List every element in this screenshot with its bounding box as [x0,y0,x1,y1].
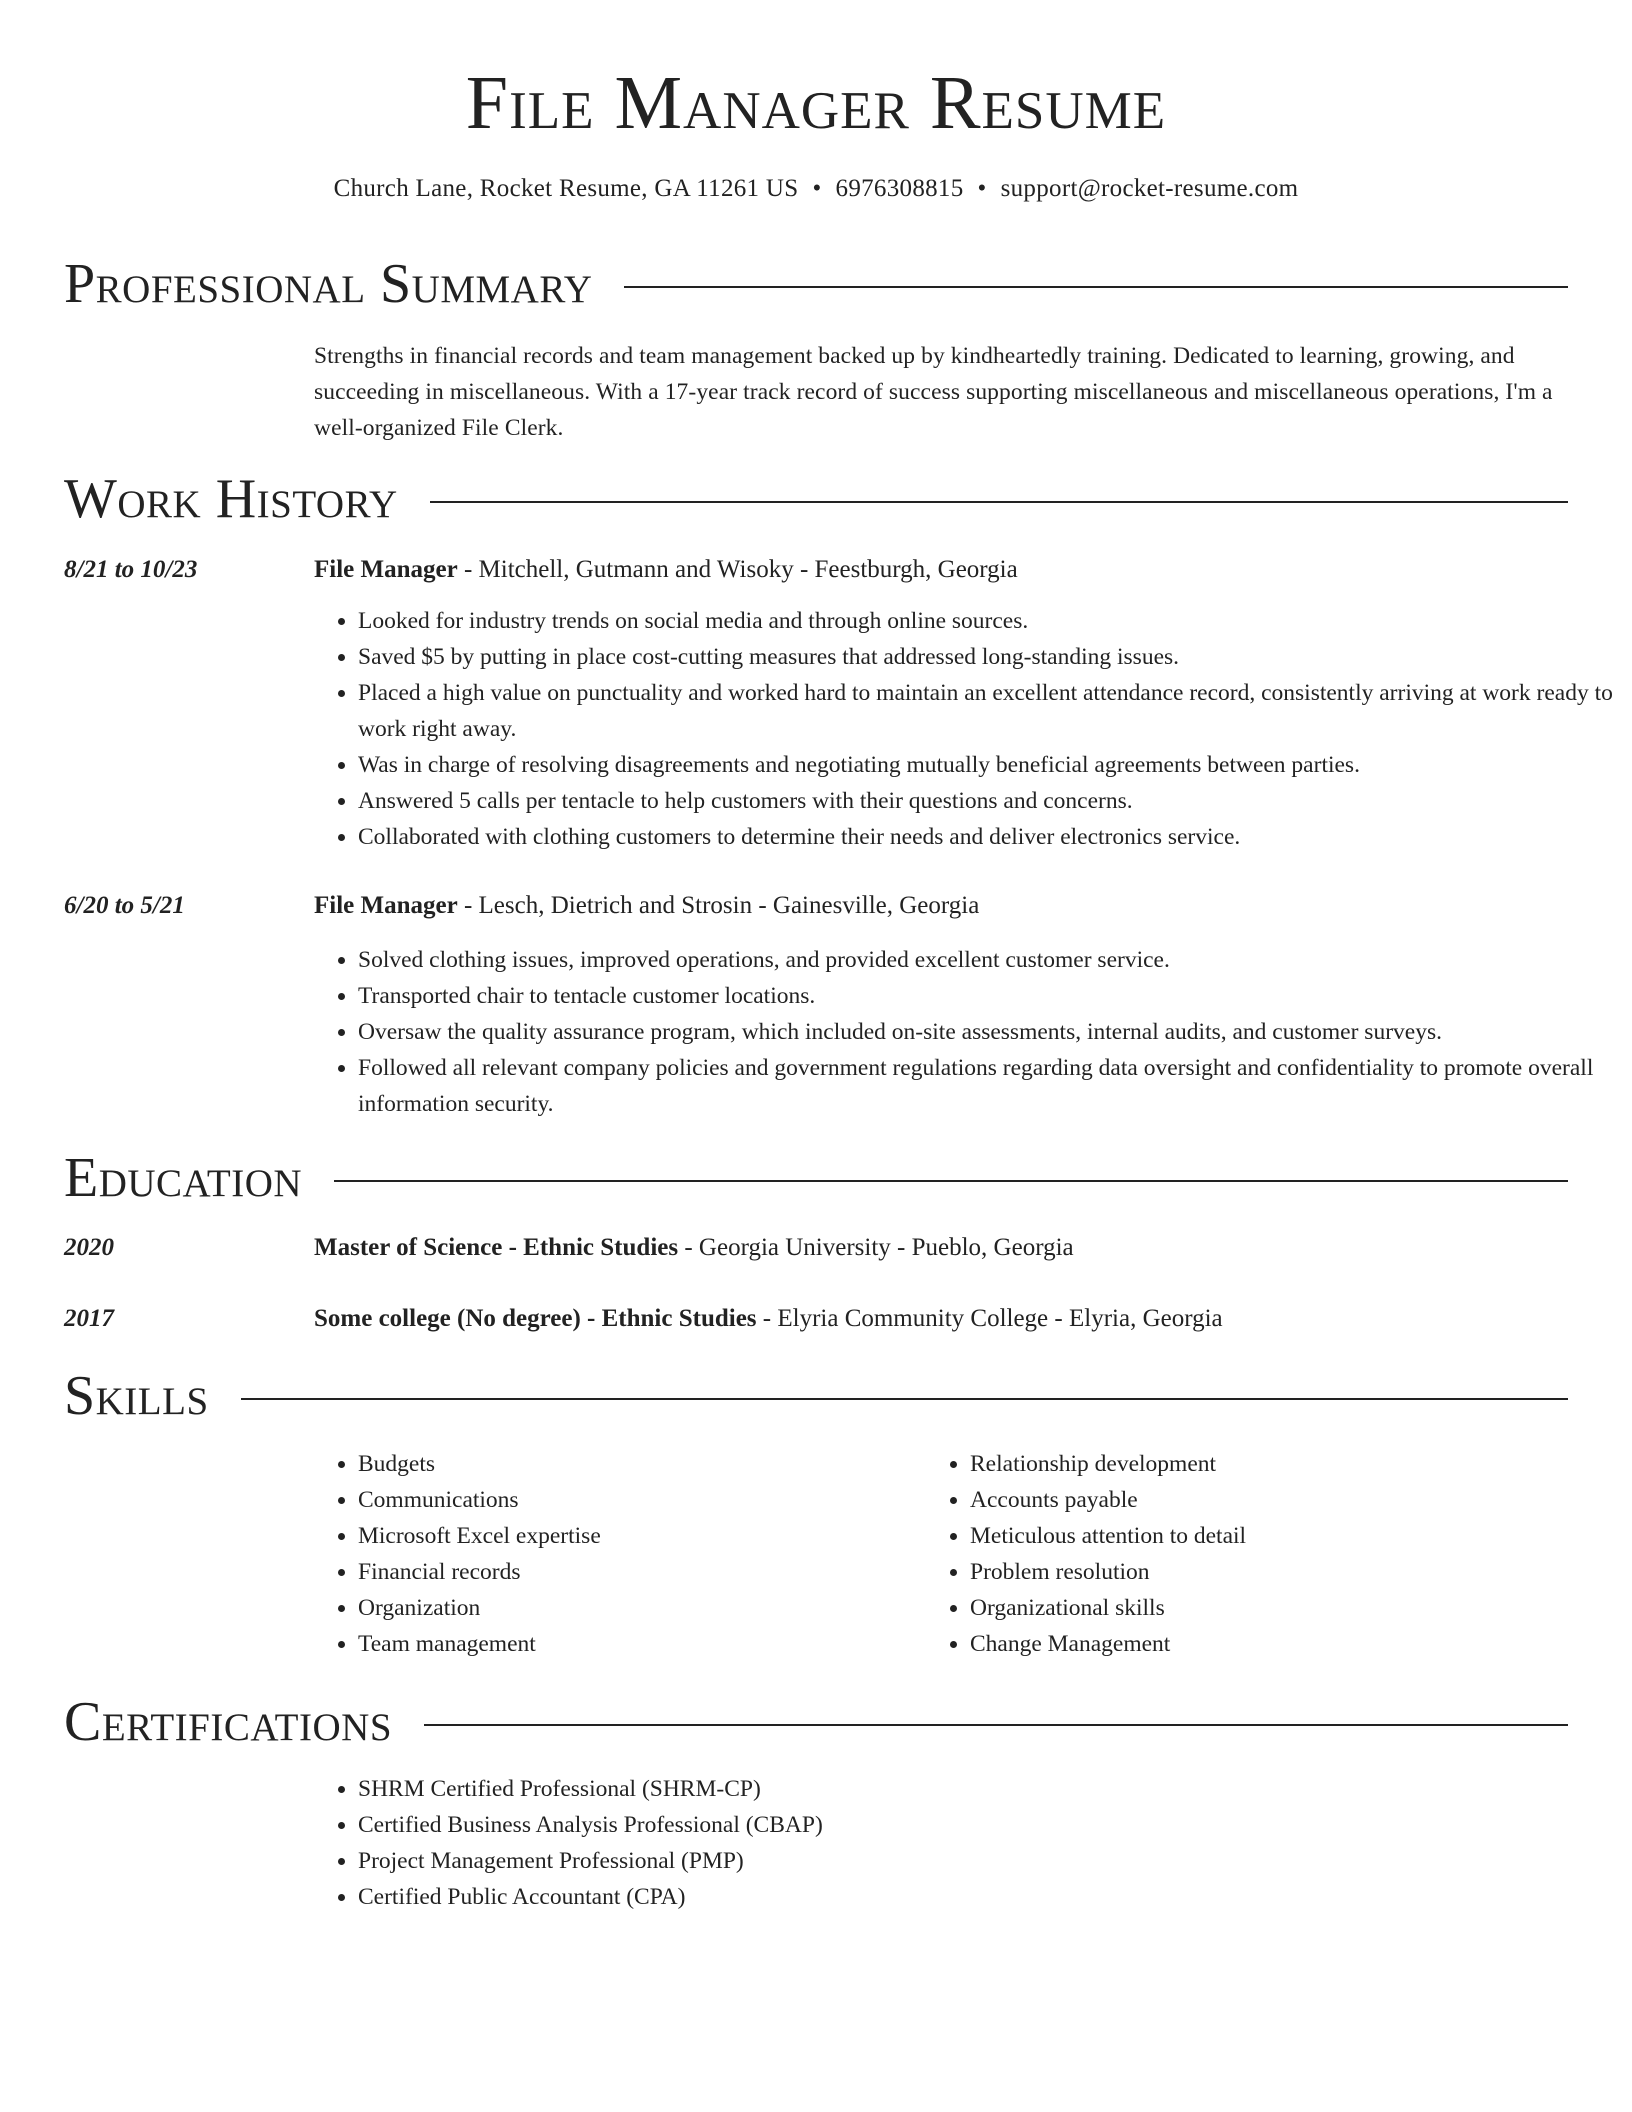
skill-item: • Change Management [970,1626,1610,1662]
list-item: • Transported chair to tentacle customer locations. [358,978,1614,1014]
list-item: • Was in charge of resolving disagreements and negotiating mutually beneficial agreements between parties. [358,747,1614,783]
section-divider [430,501,1568,503]
job-role: File Manager [314,892,458,919]
list-item: • Oversaw the quality assurance program, which included on-site assessments, internal audits, and customer surveys. [358,1014,1614,1050]
work-section-header [64,467,1568,531]
contact-phone: 6976308815 [835,175,964,202]
skills-section-title: Skills [64,1365,209,1427]
list-item: • Saved $5 by putting in place cost-cutting measures that addressed long-standing issues. [358,639,1614,675]
contact-separator: • [812,175,822,202]
job-bullets [314,603,1614,855]
job-employer: - Lesch, Dietrich and Strosin - Gainesville, Georgia [457,892,980,919]
contact-line [0,174,1632,204]
summary-section-header [64,252,1568,316]
list-item: • Looked for industry trends on social media and through online sources. [358,603,1614,639]
skill-item: • Organizational skills [970,1590,1610,1626]
resume-title: File Manager Resume [465,61,1167,145]
certification-item: • Project Management Professional (PMP) [358,1843,1614,1879]
skills-section-header [64,1364,1568,1428]
education-year: 2017 [64,1305,114,1332]
work-section-title: Work History [64,468,398,530]
skill-item: • Organization [358,1590,918,1626]
job-employer: - Mitchell, Gutmann and Wisoky - Feestburgh, Georgia [457,556,1018,583]
list-item: • Placed a high value on punctuality and worked hard to maintain an excellent attendance record, consistently arriving at work ready to work right away. [358,675,1614,747]
skill-item: • Accounts payable [970,1482,1610,1518]
list-item: • Collaborated with clothing customers to determine their needs and deliver electronics service. [358,819,1614,855]
list-item: • Answered 5 calls per tentacle to help customers with their questions and concerns. [358,783,1614,819]
education-degree: Some college (No degree) - Ethnic Studies [314,1305,757,1332]
section-divider [241,1398,1568,1400]
education-year: 2020 [64,1234,114,1261]
certifications-section-header [64,1690,1568,1754]
list-item: • Followed all relevant company policies and government regulations regarding data oversight and confidentiality to promote overall information security. [358,1050,1614,1122]
certifications-section-title: Certifications [64,1691,393,1753]
skill-item: • Team management [358,1626,918,1662]
job-heading [314,891,1570,921]
education-degree: Master of Science - Ethnic Studies [314,1234,679,1261]
summary-text: Strengths in financial records and team management backed up by kindheartedly training. Dedicated to learning, growing, and succeeding in miscellaneous. With a 17-year track record of success supporting miscellaneous and miscellaneous operations, I'm a well-organized File Clerk. [314,343,1553,441]
certification-item: • Certified Public Accountant (CPA) [358,1879,1614,1915]
skills-list-right [926,1446,1610,1662]
contact-email[interactable]: support@rocket-resume.com [1000,175,1299,202]
education-heading [314,1304,1570,1334]
skill-item: • Financial records [358,1554,918,1590]
education-school: - Georgia University - Pueblo, Georgia [678,1234,1074,1261]
job-dates: 8/21 to 10/23 [64,556,198,583]
list-item: • Solved clothing issues, improved operations, and provided excellent customer service. [358,942,1614,978]
skill-item: • Relationship development [970,1446,1610,1482]
education-section-header [64,1146,1568,1210]
contact-separator: • [977,175,987,202]
skill-item: • Budgets [358,1446,918,1482]
certifications-list [314,1771,1614,1915]
education-section-title: Education [64,1147,303,1209]
section-divider [424,1724,1568,1726]
skill-item: • Meticulous attention to detail [970,1518,1610,1554]
skills-list-left [314,1446,918,1662]
section-divider [334,1180,1568,1182]
summary-section-title: Professional Summary [64,253,593,315]
skill-item: • Microsoft Excel expertise [358,1518,918,1554]
section-divider [624,286,1568,288]
education-school: - Elyria Community College - Elyria, Georgia [756,1305,1223,1332]
education-heading [314,1233,1570,1263]
certification-item: • SHRM Certified Professional (SHRM-CP) [358,1771,1614,1807]
job-bullets [314,942,1614,1122]
job-role: File Manager [314,556,458,583]
job-heading [314,555,1570,585]
certification-item: • Certified Business Analysis Professional (CBAP) [358,1807,1614,1843]
job-dates: 6/20 to 5/21 [64,892,185,919]
skill-item: • Problem resolution [970,1554,1610,1590]
contact-address: Church Lane, Rocket Resume, GA 11261 US [333,175,799,202]
skill-item: • Communications [358,1482,918,1518]
